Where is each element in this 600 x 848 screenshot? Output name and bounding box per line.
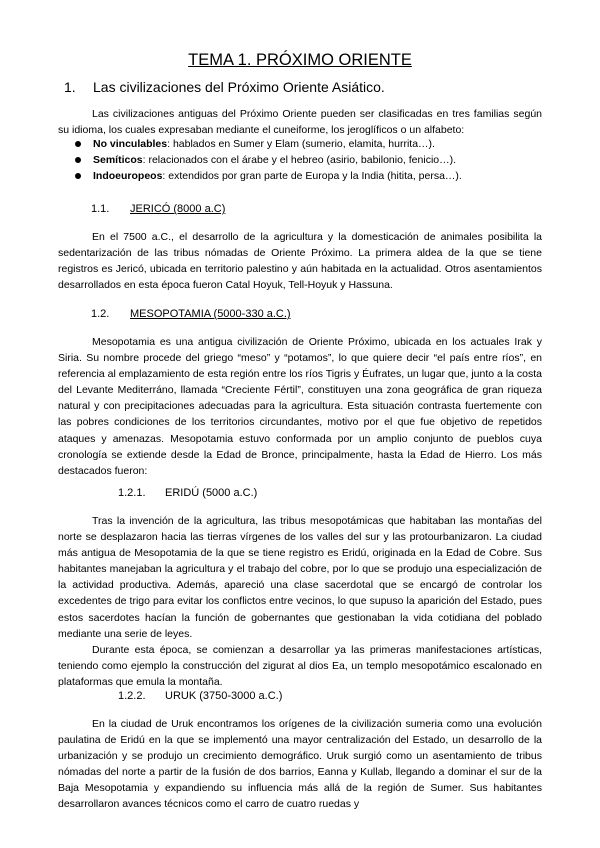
list-item-term: Semíticos — [93, 154, 143, 167]
section-title: Las civilizaciones del Próximo Oriente Asiático. — [93, 79, 385, 95]
subsection-number: 1.2.1. — [118, 487, 146, 499]
bullet-icon — [75, 173, 81, 179]
bullet-icon — [75, 141, 81, 147]
jerico-paragraph — [58, 229, 542, 293]
intro-text: Las civilizaciones antiguas del Próximo Oriente pueden ser clasificadas en tres familias según su idioma, los cuales expresaban mediante el cuneiforme, los jeroglíficos o un alfabeto: — [58, 108, 542, 137]
list-item-text: : hablados en Sumer y Elam (sumerio, elamita, hurrita…). — [167, 138, 435, 150]
list-item-text: : relacionados con el árabe y el hebreo (asirio, babilonio, fenicio…). — [142, 154, 457, 167]
bullet-icon — [75, 157, 81, 163]
intro-paragraph — [58, 106, 542, 138]
mesopotamia-paragraph — [58, 334, 542, 479]
page-title: TEMA 1. PRÓXIMO ORIENTE — [188, 51, 412, 69]
subsection-title: JERICÓ (8000 a.C) — [130, 203, 226, 215]
list-item — [58, 152, 542, 168]
subsection-number: 1.1. — [91, 203, 110, 215]
paragraph-text: Tras la invención de la agricultura, las tribus mesopotámicas que habitaban las montañas del norte se desplazaron hacia las tierras vírgenes de los valles del sur y las protourbanizaron. La ciudad más antigua de Mesopotamia de la que se tiene registro es Eridú, originada en la Edad de Cobre. Sus habitantes manejaban la agricultura y el trabajo del cobre, por lo que se produjo una especialización de la actividad productiva. Además, apareció una clase sacerdotal que se encargó de controlar los excedentes de trigo para evitar los conflictos entre vecinos, lo que supuso la aparición del Estado, pues estos sacerdotes hacían la función de gobernantes que gestionaban la vida cotidiana del poblado mediante una serie de leyes. — [58, 515, 542, 640]
list-item-term: Indoeuropeos — [93, 170, 163, 183]
language-families-list — [58, 136, 542, 184]
uruk-paragraph — [58, 716, 542, 813]
section-number: 1. — [64, 79, 76, 95]
list-item-term: No vinculables — [93, 138, 168, 150]
paragraph-text: En la ciudad de Uruk encontramos los orígenes de la civilización sumeria como una evolución paulatina de Eridú en la que se implementó una mayor centralización del Estado, un desarrollo de la urbanización y se produjo un crecimiento demográfico. Uruk surgió como un asentamiento de tribus nómadas del norte a partir de la fusión de dos barrios, Eanna y Kullab, llegando a dominar el sur de la Baja Mesopotamia y expandiendo su influencia más allá de la región de Sumer. Sus habitantes desarrollaron avances técnicos como el carro de cuatro ruedas y — [58, 718, 542, 811]
subsection-title: URUK (3750-3000 a.C.) — [165, 690, 283, 702]
subsection-title: ERIDÚ (5000 a.C.) — [165, 487, 258, 499]
subsection-number: 1.2. — [91, 308, 110, 320]
paragraph-text: Durante esta época, se comienzan a desarrollar ya las primeras manifestaciones artísticas, teniendo como ejemplo la construcción del zigurat al dios Ea, un templo mesopotámico escalonado en plataformas que emula la montaña. — [58, 643, 542, 688]
subsection-title: MESOPOTAMIA (5000-330 a.C.) — [130, 308, 291, 320]
eridu-paragraph — [58, 513, 542, 690]
list-item-text: : extendidos por gran parte de Europa y la India (hitita, persa…). — [162, 170, 462, 183]
list-item — [58, 168, 542, 184]
paragraph-text: Mesopotamia es una antigua civilización de Oriente Próximo, ubicada en los actuales Irak y Siria. Su nombre procede del griego “meso” y “potamos”, lo que quiere decir “el país entre ríos”, en referencia al emplazamiento de esta región entre los ríos Tigris y Éufrates, un lugar que, junto a la costa del Levante Mediterráno, llamada “Creciente Fértil”, constituyen una zona geográfica de gran riqueza natural y con precipitaciones adecuadas para la agricultura. Esta situación contrasta fuertemente con las pobres condiciones de los territorios circundantes, motivo por el que fue objetivo de repetidos ataques y amenazas. Mesopotamia estuvo conformada por un amplio conjunto de pueblos cuya cronología se extiende desde la Edad de Bronce, principalmente, hasta la Edad de Hierro. Los más destacados fueron: — [58, 336, 542, 477]
paragraph-text: En el 7500 a.C., el desarrollo de la agricultura y la domesticación de animales posibilita la sedentarización de las tribus nómadas de Oriente Próximo. La primera aldea de la que se tiene registros es Jericó, ubicada en territorio palestino y aún habitada en la actualidad. Otros asentamientos desarrollados en esta época fueron Catal Hoyuk, Tell-Hoyuk y Hassuna. — [58, 231, 542, 292]
subsection-number: 1.2.2. — [118, 690, 146, 702]
list-item — [58, 136, 542, 152]
